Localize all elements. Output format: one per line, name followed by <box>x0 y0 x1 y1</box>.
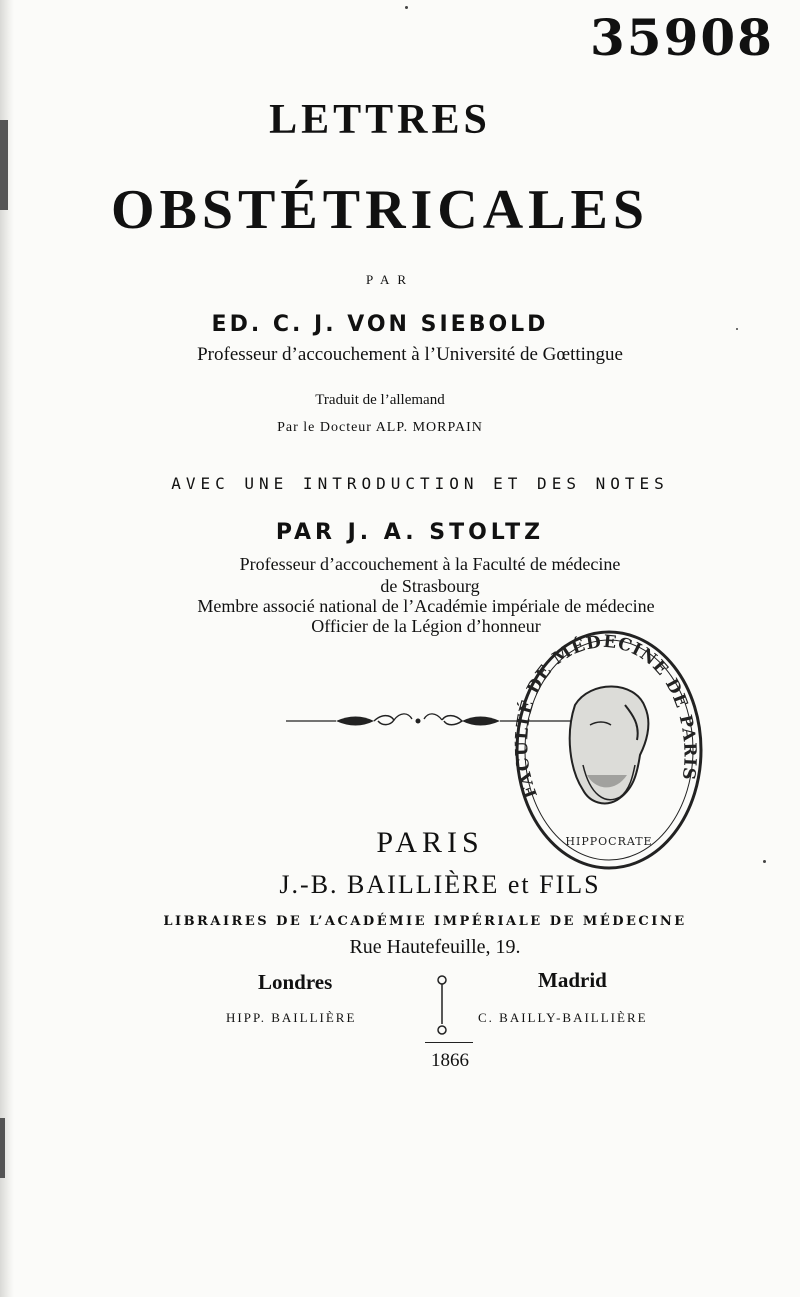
stamp-text: FACULTÉ DE MÉDECINE DE PARIS <box>512 631 700 801</box>
london-city: Londres <box>258 970 333 994</box>
publisher-subtitle: LIBRAIRES DE L’ACADÉMIE IMPÉRIALE DE MÉDECINE <box>163 914 687 929</box>
madrid-bookseller: C. BAILLY-BAILLIÈRE <box>478 1010 648 1025</box>
hippocrates-portrait-icon <box>570 686 649 803</box>
author-position: Professeur d’accouchement à l’Université de Gœttingue <box>197 344 623 365</box>
editor-position-3: Membre associé national de l’Académie impériale de médecine <box>197 596 655 616</box>
title-line-1: LETTRES <box>269 97 491 143</box>
editor-position-1: Professeur d’accouchement à la Faculté de médecine <box>239 554 621 574</box>
publication-year: 1866 <box>431 1050 469 1071</box>
madrid-city: Madrid <box>538 968 607 992</box>
publisher-address: Rue Hautefeuille, 19. <box>349 936 521 958</box>
branch-separator-icon <box>433 974 451 1038</box>
ink-speck <box>763 860 766 863</box>
publisher-name: J.-B. BAILLIÈRE et FILS <box>279 870 601 899</box>
introduction-line: AVEC UNE INTRODUCTION ET DES NOTES <box>171 474 669 493</box>
translation-note: Traduit de l’allemand <box>315 392 445 408</box>
editor-position-4: Officier de la Légion d’honneur <box>311 616 541 636</box>
translator: Par le Docteur ALP. MORPAIN <box>277 420 483 435</box>
editor-name: PAR J. A. STOLTZ <box>275 520 545 545</box>
publisher-city: PARIS <box>376 826 484 859</box>
year-rule <box>425 1042 473 1043</box>
binding-mark <box>0 1118 5 1178</box>
by-word: PAR <box>365 272 415 287</box>
catalog-number: 35908 <box>590 8 774 67</box>
ink-speck <box>405 6 408 9</box>
editor-position-2: de Strasbourg <box>380 576 480 596</box>
stamp-subtext: HIPPOCRATE <box>565 835 653 848</box>
title-line-2: OBSTÉTRICALES <box>110 179 650 241</box>
london-bookseller: HIPP. BAILLIÈRE <box>226 1010 357 1025</box>
author-name: ED. C. J. VON SIEBOLD <box>211 312 549 337</box>
